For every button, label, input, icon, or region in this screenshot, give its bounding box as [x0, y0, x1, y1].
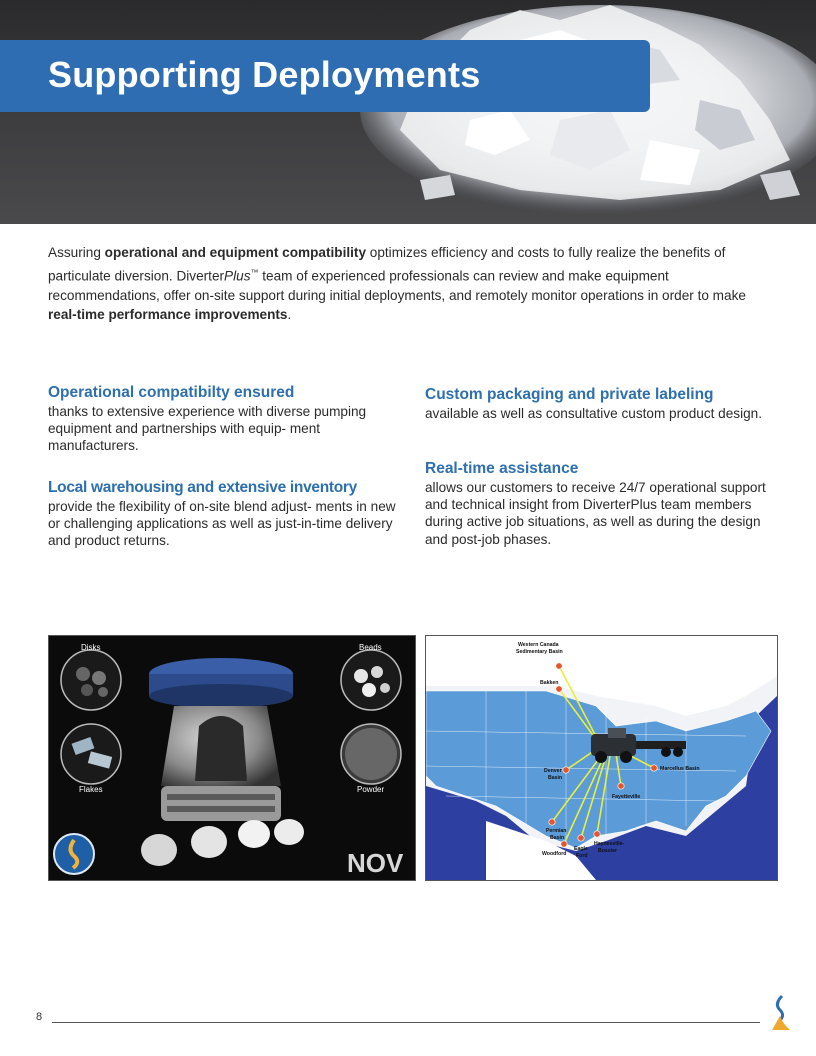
intro-text: .: [287, 307, 292, 323]
feature-text: allows our customers to receive 24/7 operational support and technical insight from DiverterPlus team members during active job situations, as well as during the design and post-job phases.: [425, 480, 766, 547]
intro-paragraph: [48, 243, 763, 325]
label-marcellus: Marcellus Basin: [660, 766, 700, 772]
label-woodford: Woodford: [542, 851, 567, 857]
product-illustration: [49, 636, 415, 880]
hero-image: [0, 0, 816, 224]
title-banner: [0, 40, 650, 112]
map-illustration: [426, 636, 777, 880]
brand-italic: Plus: [224, 268, 251, 284]
intro-emphasis: real-time performance improvements: [48, 307, 288, 323]
us-basins-map: [425, 635, 778, 881]
feature-warehousing: [48, 478, 408, 550]
powder-sample-icon: [341, 724, 401, 784]
label-eagle-ford: Ford: [576, 853, 588, 859]
feature-packaging: [425, 385, 770, 422]
page-title: Supporting Deployments: [48, 54, 481, 95]
intro-emphasis: operational and equipment compatibility: [104, 245, 366, 260]
pin-fayetteville: [618, 783, 624, 789]
label-denver: Basin: [548, 775, 563, 781]
pin-wcsb: [556, 663, 562, 669]
intro-text: team of experienced professionals can review and make equipment recommendations, offer on-site support during initial deployments, and remotely monitor operations in order to make: [48, 268, 746, 303]
label-haynesville: Haynesville-: [594, 841, 625, 847]
page-number: 8: [36, 1011, 43, 1023]
pin-woodford: [561, 841, 567, 847]
pin-eagle-ford: [578, 835, 584, 841]
feature-realtime: [425, 459, 770, 548]
label-flakes: Flakes: [79, 785, 103, 794]
pin-marcellus: [651, 765, 657, 771]
nov-logo: NOV: [347, 848, 404, 878]
feature-text: provide the flexibility of on-site blend adjust- ments in new or challenging applications as well as just-in-time delivery and product returns.: [48, 499, 396, 549]
diverterplus-logo-icon: [54, 834, 94, 874]
product-forms-image: [48, 635, 416, 881]
feature-title: Real-time assistance: [425, 460, 579, 477]
footer-divider: [52, 1022, 760, 1023]
label-permian: Permian: [546, 828, 567, 834]
intro-text: optimizes efficiency and costs to fully realize the benefits of particulate diversion. Diverter: [48, 245, 726, 284]
pin-permian: [549, 819, 555, 825]
pin-haynesville: [594, 831, 600, 837]
label-fayetteville: Fayetteville: [612, 794, 641, 800]
flakes-sample-icon: [61, 724, 121, 784]
feature-operational: [48, 383, 408, 455]
label-permian: Basin: [550, 835, 565, 841]
pin-bakken: [556, 686, 562, 692]
disks-sample-icon: [61, 650, 121, 710]
label-haynesville: Bossier: [598, 848, 618, 854]
feature-text: thanks to extensive experience with diverse pumping equipment and partnerships with equip- ment manufacturers.: [48, 404, 367, 454]
feature-text: available as well as consultative custom product design.: [425, 406, 763, 421]
pin-denver: [563, 767, 569, 773]
label-powder: Powder: [357, 785, 385, 794]
label-bakken: Bakken: [540, 680, 559, 686]
label-wcsb: Western Canada: [518, 642, 559, 648]
label-wcsb: Sedimentary Basin: [516, 649, 563, 655]
label-denver: Denver: [544, 768, 562, 774]
label-beads: Beads: [359, 643, 382, 652]
salt-crystals-image: [0, 0, 816, 224]
feature-title: Operational compatibilty ensured: [48, 384, 295, 401]
label-eagle-ford: Eagle: [574, 846, 588, 852]
intro-text: Assuring: [48, 245, 105, 260]
trademark: ™: [250, 267, 259, 277]
label-disks: Disks: [81, 643, 101, 652]
diverterplus-footer-logo-icon: [768, 994, 794, 1037]
feature-title: Custom packaging and private labeling: [425, 386, 714, 403]
beads-sample-icon: [341, 650, 401, 710]
feature-title: Local warehousing and extensive inventory: [48, 479, 357, 496]
